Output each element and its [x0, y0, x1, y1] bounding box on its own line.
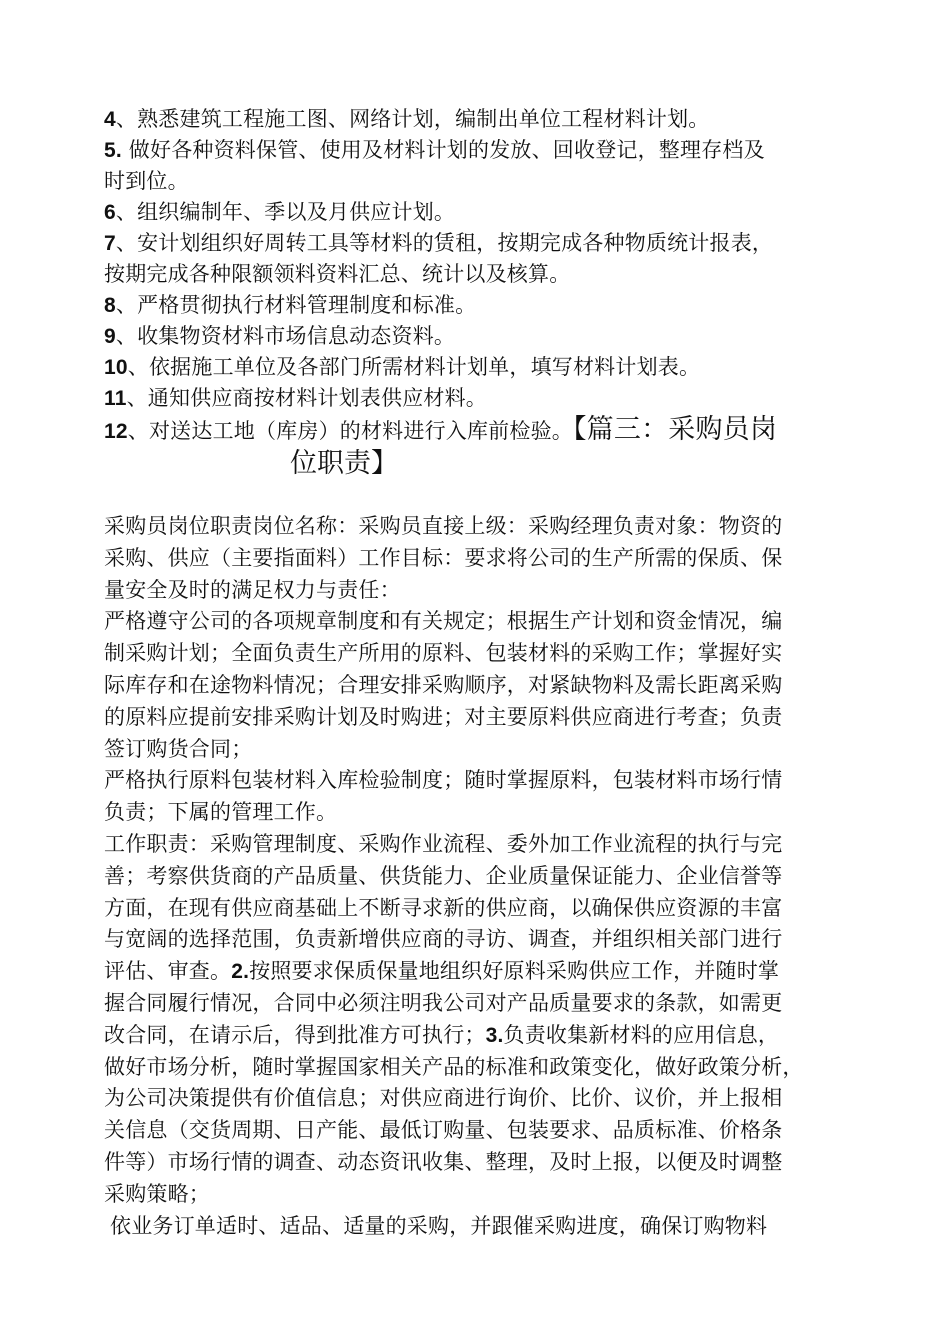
item-text-continued: 时到位。 [104, 169, 189, 193]
item-text: 、依据施工单位及各部门所需材料计划单，填写材料计划表。 [127, 355, 701, 379]
paragraph-duties [104, 829, 856, 1211]
text-line: 工作职责：采购管理制度、采购作业流程、委外加工作业流程的执行与完 [104, 831, 783, 856]
item-number: 11 [104, 387, 127, 410]
item-number: 4 [104, 108, 116, 131]
paragraph-responsibilities [104, 606, 856, 765]
text-line: 制采购计划；全面负责生产所用的原料、包装材料的采购工作；掌握好实 [104, 641, 783, 666]
item-number: 6 [104, 201, 116, 224]
item-4 [104, 104, 856, 135]
item-number: 10 [104, 356, 128, 379]
item-number: 9 [104, 325, 116, 348]
text-line: 方面，在现有供应商基础上不断寻求新的供应商，以确保供应资源的丰富 [104, 895, 783, 920]
text-line: 的原料应提前安排采购计划及时购进；对主要原料供应商进行考查；负责 [104, 704, 783, 729]
section-heading-continued: 位职责】 [290, 448, 398, 479]
text-line [104, 956, 856, 988]
text-line: 为公司决策提供有价值信息；对供应商进行询价、比价、议价，并上报相 [104, 1086, 783, 1111]
item-10 [104, 352, 856, 383]
text-line: 负责；下属的管理工作。 [104, 800, 338, 825]
item-number: 7 [104, 232, 116, 255]
text-line: 握合同履行情况，合同中必须注明我公司对产品质量要求的条款，如需更 [104, 990, 783, 1015]
text-line: 做好市场分析，随时掌握国家相关产品的标准和政策变化，做好政策分析， [104, 1054, 804, 1079]
document-page [104, 104, 856, 1242]
duty-number: 3. [485, 1023, 504, 1047]
paragraph-job-overview [104, 511, 856, 606]
item-text: 、严格贯彻执行材料管理制度和标准。 [115, 293, 477, 317]
item-number: 8 [104, 294, 116, 317]
text-line: 采购策略； [104, 1181, 210, 1206]
text-segment: 负责收集新材料的应用信息， [503, 1022, 780, 1047]
text-line: 善；考察供货商的产品质量、供货能力、企业质量保证能力、企业信誉等 [104, 863, 783, 888]
text-line: 关信息（交货周期、日产能、最低订购量、包装要求、品质标准、价格条 [104, 1118, 783, 1143]
item-text-continued: 按期完成各种限额领料资料汇总、统计以及核算。 [104, 262, 571, 286]
item-5 [104, 135, 856, 197]
item-12 [104, 414, 856, 481]
item-text: 、熟悉建筑工程施工图、网络计划，编制出单位工程材料计划。 [115, 107, 710, 131]
spacer [104, 481, 856, 511]
text-line: 采购员岗位职责岗位名称：采购员直接上级：采购经理负责对象：物资的 [104, 514, 783, 538]
text-line: 采购、供应（主要指面料）工作目标：要求将公司的生产所需的保质、保 [104, 545, 783, 570]
item-text: 、组织编制年、季以及月供应计划。 [115, 200, 456, 224]
text-line: 件等）市场行情的调查、动态资讯收集、整理，及时上报，以便及时调整 [104, 1149, 783, 1174]
text-line: 依业务订单适时、适品、适量的采购，并跟催采购进度，确保订购物料 [110, 1213, 768, 1238]
paragraph-inspection [104, 765, 856, 829]
text-line: 严格遵守公司的各项规章制度和有关规定；根据生产计划和资金情况，编 [104, 609, 783, 634]
text-segment: 改合同，在请示后，得到批准方可执行； [104, 1022, 486, 1047]
item-text: 、对送达工地（库房）的材料进行入库前检验。 [127, 419, 573, 443]
text-line: 签订购货合同； [104, 736, 253, 761]
item-text: 、通知供应商按材料计划表供应材料。 [126, 386, 488, 410]
item-9 [104, 321, 856, 352]
item-6 [104, 197, 856, 228]
text-segment: 评估、审查。 [104, 959, 232, 984]
item-number: 5. [104, 139, 122, 162]
item-number: 12 [104, 420, 128, 443]
text-line: 量安全及时的满足权力与责任： [104, 577, 401, 602]
text-line: 严格执行原料包装材料入库检验制度；随时掌握原料，包装材料市场行情 [104, 768, 783, 793]
item-text: 、安计划组织好周转工具等材料的赁租，按期完成各种物质统计报表， [115, 231, 774, 255]
text-line: 与宽阔的选择范围，负责新增供应商的寻访、调查，并组织相关部门进行 [104, 927, 783, 952]
item-8 [104, 290, 856, 321]
section-heading: 【篇三：采购员岗 [572, 414, 778, 445]
item-text: 做好各种资料保管、使用及材料计划的发放、回收登记，整理存档及 [121, 138, 765, 162]
item-7 [104, 228, 856, 290]
text-line [104, 1020, 856, 1052]
duty-number: 2. [231, 960, 250, 984]
paragraph-ordering [104, 1211, 856, 1243]
text-line: 际库存和在途物料情况；合理安排采购顺序，对紧缺物料及需长距离采购 [104, 672, 783, 697]
text-segment: 按照要求保质保量地组织好原料采购供应工作，并随时掌 [249, 959, 780, 984]
item-text: 、收集物资材料市场信息动态资料。 [115, 324, 456, 348]
item-11 [104, 383, 856, 414]
